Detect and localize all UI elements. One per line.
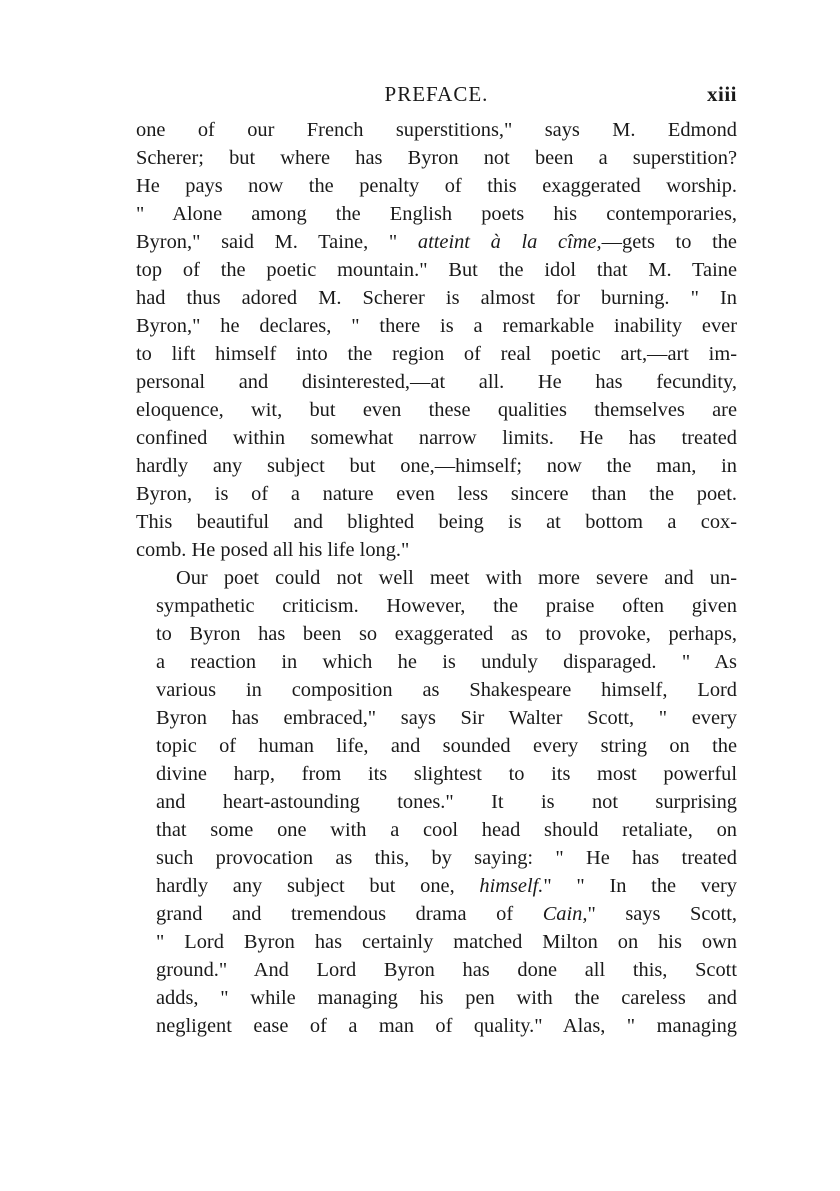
text-line: adds, " while managing his pen with the careless and (156, 987, 737, 1009)
italic-phrase: atteint à la cîme, (417, 231, 602, 253)
book-page (136, 82, 737, 1040)
text-line: sympathetic criticism. However, the praise often given (156, 595, 737, 617)
running-head (136, 82, 737, 116)
text-line: confined within somewhat narrow limits. He has treated (136, 427, 737, 449)
text-line: ground." And Lord Byron has done all this, Scott (156, 959, 737, 981)
text-line: topic of human life, and sounded every string on the (156, 735, 737, 757)
text-line: divine harp, from its slightest to its most powerful (156, 763, 737, 785)
text-line: eloquence, wit, but even these qualities themselves are (136, 399, 737, 421)
text-line: Byron," he declares, " there is a remarkable inability ever (136, 315, 737, 337)
text-line: one of our French superstitions," says M. Edmond (136, 119, 737, 141)
text-line: Byron," said M. Taine, " atteint à la cîme,—gets to the (136, 231, 737, 253)
text-line: to lift himself into the region of real poetic art,—art im- (136, 343, 737, 365)
text-line: Scherer; but where has Byron not been a superstition? (136, 147, 737, 169)
text-line: grand and tremendous drama of Cain," says Scott, (156, 903, 738, 925)
text-line: such provocation as this, by saying: " He has treated (156, 847, 737, 869)
text-line: " Lord Byron has certainly matched Milton on his own (156, 931, 737, 953)
text-line: " Alone among the English poets his contemporaries, (136, 203, 737, 225)
text-line: and heart-astounding tones." It is not surprising (156, 791, 737, 813)
text-line: a reaction in which he is unduly disparaged. " As (156, 651, 737, 673)
text-line: Byron has embraced," says Sir Walter Scott, " every (156, 707, 737, 729)
page-title: PREFACE. (384, 82, 489, 106)
paragraph-2 (136, 564, 737, 1040)
text-line: Our poet could not well meet with more severe and un- (176, 567, 737, 589)
text-line: hardly any subject but one,—himself; now the man, in (136, 455, 737, 477)
text-line: that some one with a cool head should retaliate, on (156, 819, 737, 841)
text-line: He pays now the penalty of this exaggerated worship. (136, 175, 737, 197)
text-line: various in composition as Shakespeare himself, Lord (156, 679, 737, 701)
paragraph-1 (136, 116, 737, 564)
text-line: negligent ease of a man of quality." Alas, " managing (156, 1015, 737, 1037)
text-line: comb. He posed all his life long." (136, 539, 410, 561)
text-line: top of the poetic mountain." But the idol that M. Taine (136, 259, 737, 281)
text-line: hardly any subject but one, himself." " In the very (156, 875, 737, 897)
text-line: to Byron has been so exaggerated as to provoke, perhaps, (156, 623, 737, 645)
text-line: personal and disinterested,—at all. He has fecundity, (136, 371, 737, 393)
italic-phrase: himself. (479, 875, 544, 897)
text-line: This beautiful and blighted being is at bottom a cox- (136, 511, 737, 533)
text-line: had thus adored M. Scherer is almost for burning. " In (136, 287, 737, 309)
page-number: xiii (706, 82, 737, 106)
text-line: Byron, is of a nature even less sincere than the poet. (136, 483, 737, 505)
italic-phrase: Cain, (542, 903, 588, 925)
